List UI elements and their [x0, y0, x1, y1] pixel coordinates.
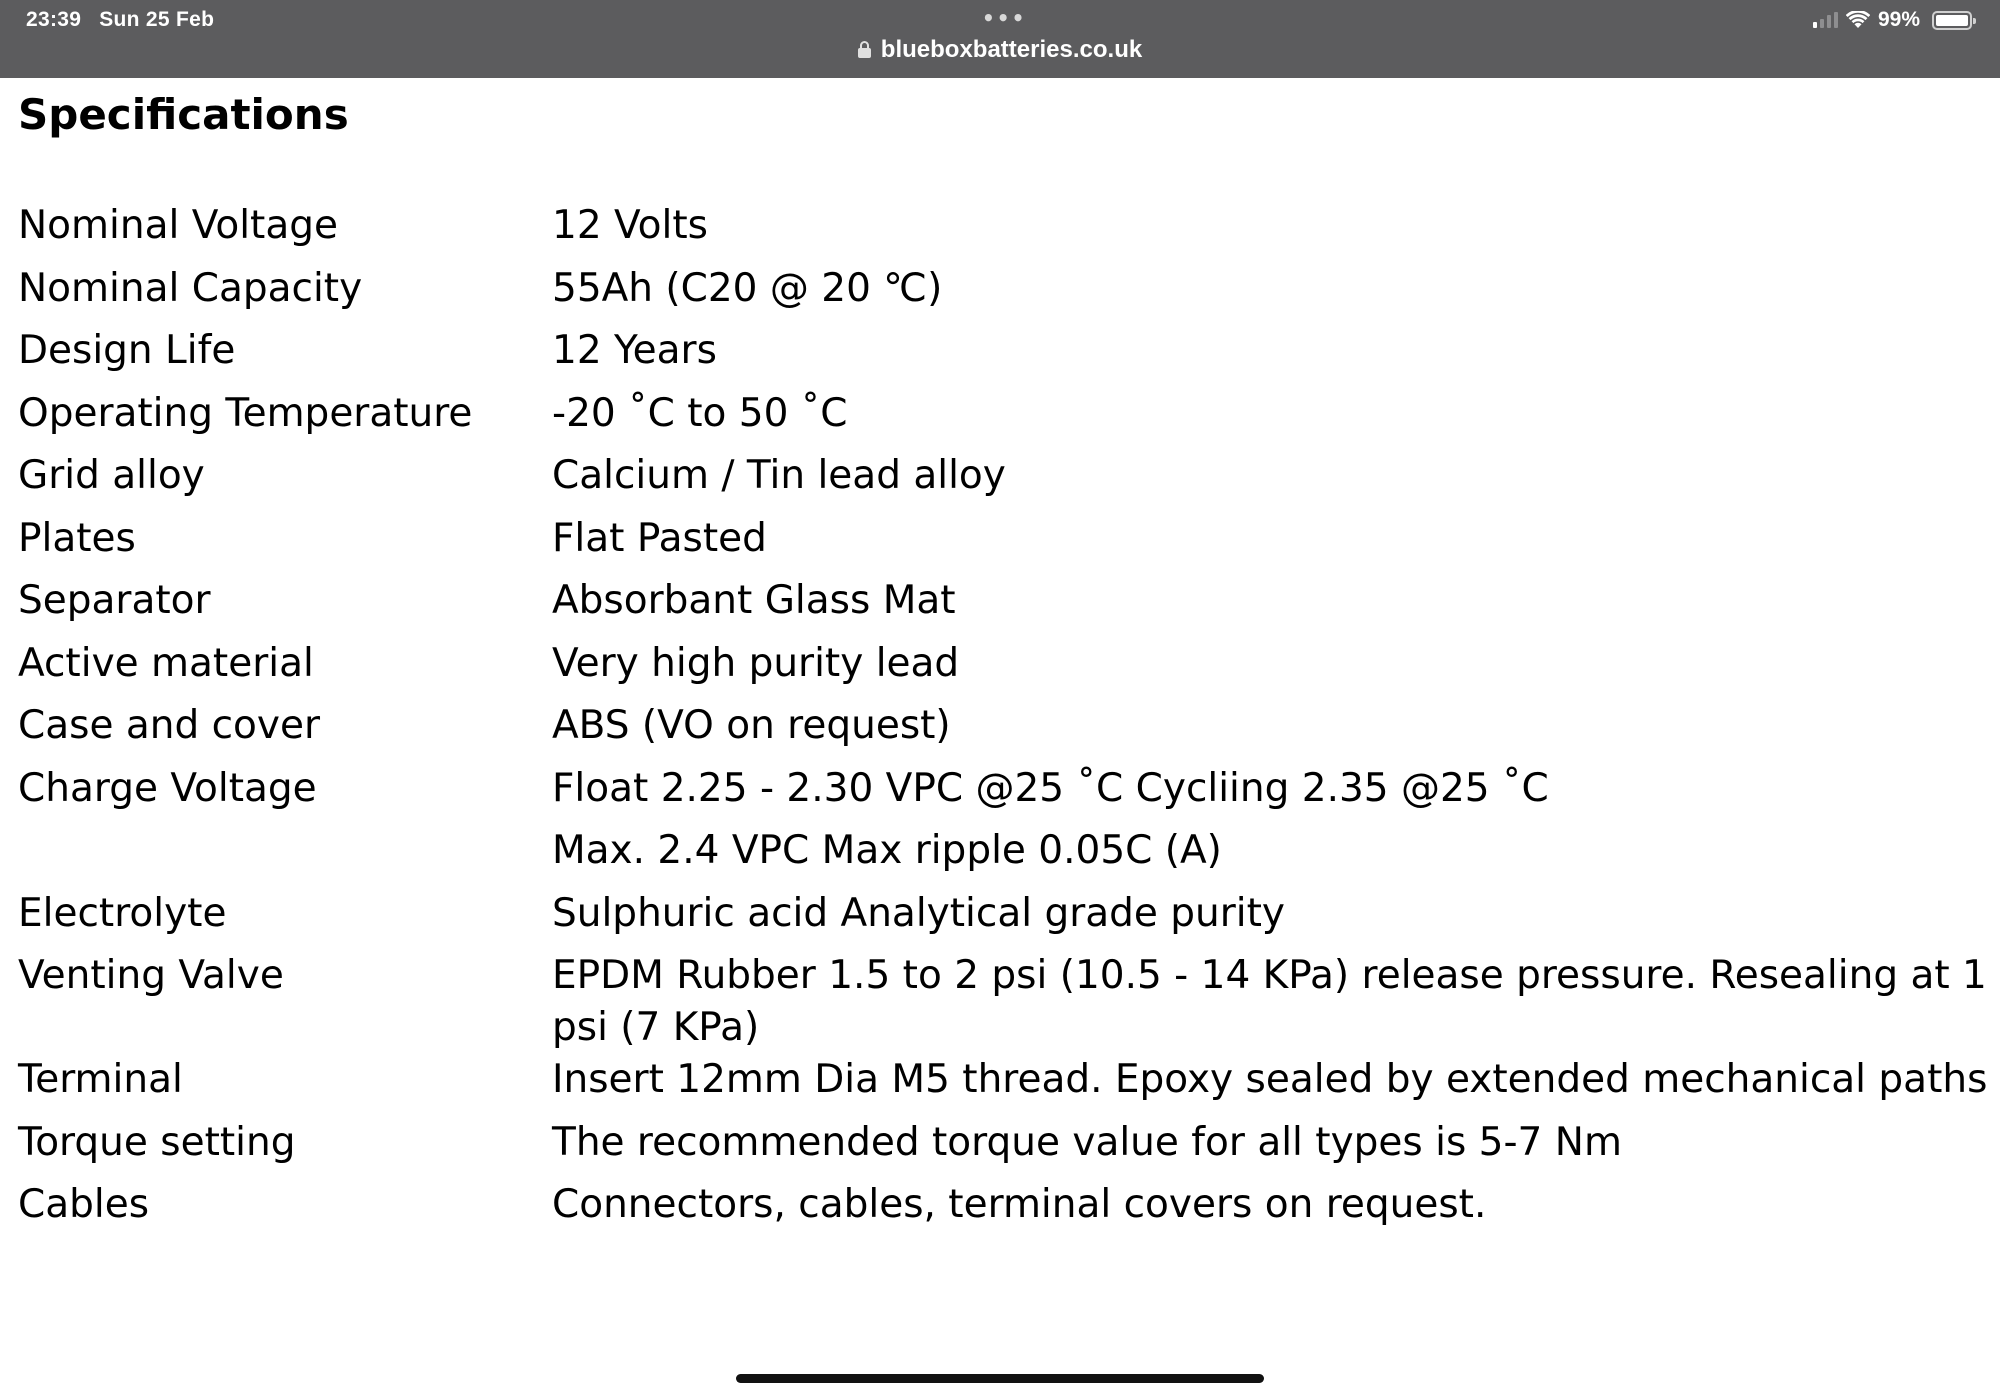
- spec-label: Terminal: [18, 1057, 183, 1102]
- spec-row: [18, 388, 1993, 451]
- home-indicator[interactable]: [736, 1374, 1264, 1383]
- spec-value: The recommended torque value for all types is 5-7 Nm: [552, 1119, 1622, 1165]
- status-date: Sun 25 Feb: [99, 8, 215, 31]
- spec-value: Sulphuric acid Analytical grade purity: [552, 890, 1286, 936]
- spec-label: Grid alloy: [18, 453, 205, 498]
- spec-value: 12 Years: [552, 328, 717, 373]
- spec-value: Calcium / Tin lead alloy: [552, 453, 1006, 498]
- url-text: blueboxbatteries.co.uk: [880, 36, 1143, 63]
- spec-row: [18, 1117, 1993, 1180]
- spec-label: Nominal Capacity: [18, 265, 363, 311]
- spec-label: Torque setting: [18, 1119, 296, 1165]
- status-bar: [0, 0, 2000, 78]
- spec-value: Very high purity lead: [552, 640, 960, 686]
- spec-row: [18, 763, 1993, 826]
- spec-label: Electrolyte: [18, 890, 227, 936]
- spec-row: [18, 450, 1993, 513]
- spec-row: [18, 575, 1993, 638]
- spec-row: [18, 700, 1993, 763]
- spec-value: Float 2.25 - 2.30 VPC @25 ˚C Cycliing 2.35 @25 ˚C: [552, 765, 1549, 811]
- spec-value: Absorbant Glass Mat: [552, 578, 956, 623]
- spec-row: [18, 950, 1993, 1054]
- page-title: Specifications: [18, 90, 349, 139]
- spec-value: Insert 12mm Dia M5 thread. Epoxy sealed by extended mechanical paths: [552, 1057, 1988, 1102]
- spec-value: Flat Pasted: [552, 515, 767, 561]
- spec-label: Charge Voltage: [18, 765, 317, 811]
- spec-label: Design Life: [18, 328, 236, 373]
- battery-percent: 99%: [1877, 8, 1920, 31]
- wifi-icon: [1846, 11, 1870, 29]
- spec-row: [18, 200, 1993, 263]
- spec-label: Venting Valve: [18, 953, 284, 998]
- spec-label: Nominal Voltage: [18, 203, 338, 248]
- spec-label: Operating Temperature: [18, 390, 473, 436]
- spec-row: [18, 263, 1993, 326]
- address-bar[interactable]: [0, 36, 2000, 64]
- spec-row: [18, 1054, 1993, 1117]
- signal-icon: [1813, 12, 1838, 28]
- spec-label: Separator: [18, 578, 211, 623]
- spec-row: [18, 888, 1993, 951]
- status-indicators: [1813, 8, 1972, 32]
- status-time: 23:39: [26, 8, 82, 31]
- spec-value: Max. 2.4 VPC Max ripple 0.05C (A): [552, 828, 1222, 873]
- spec-row: [18, 638, 1993, 701]
- spec-value: 55Ah (C20 @ 20 ℃): [552, 265, 943, 311]
- spec-row: [18, 1179, 1993, 1242]
- spec-label: Active material: [18, 640, 314, 686]
- spec-label: Plates: [18, 515, 136, 561]
- lock-icon: [858, 41, 871, 58]
- spec-label: Cables: [18, 1182, 150, 1227]
- status-time-date: [26, 8, 214, 32]
- spec-row: [18, 825, 1993, 888]
- spec-value: EPDM Rubber 1.5 to 2 psi (10.5 - 14 KPa) release pressure. Resealing at 1 psi (7 KPa): [552, 953, 1987, 1050]
- spec-label: [18, 825, 552, 888]
- spec-row: [18, 513, 1993, 576]
- spec-value: ABS (VO on request): [552, 703, 951, 748]
- spec-value: Connectors, cables, terminal covers on request.: [552, 1182, 1487, 1227]
- battery-icon: [1932, 11, 1972, 30]
- spec-value: -20 ˚C to 50 ˚C: [552, 390, 848, 436]
- specifications-table: [18, 200, 1993, 1242]
- spec-value: 12 Volts: [552, 203, 708, 248]
- spec-row: [18, 325, 1993, 388]
- multitasking-dots-icon[interactable]: •••: [982, 6, 1027, 30]
- spec-label: Case and cover: [18, 703, 321, 748]
